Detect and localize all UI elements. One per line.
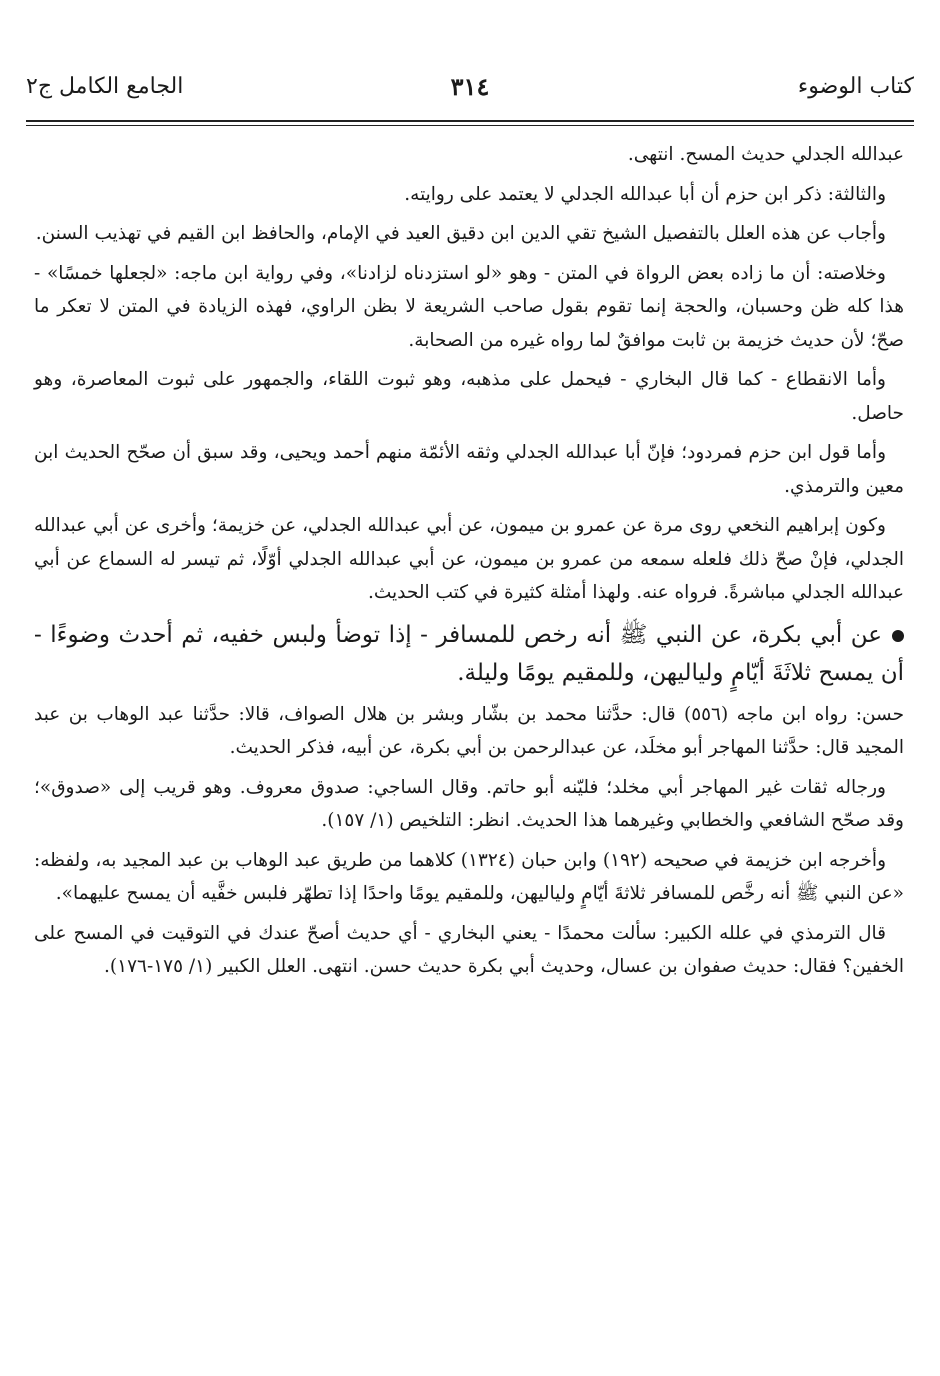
paragraph: وكون إبراهيم النخعي روى مرة عن عمرو بن ميمون، عن أبي عبدالله الجدلي، عن خزيمة؛ وأخرى عن أبي عبدالله الجدلي، فإنْ صحّ ذلك فلعله سمعه من عمرو بن ميمون، عن أبي عبدالله الجدلي أوّلًا، ثم تيسر له السماع عن أبي عبدالله الجدلي مباشرةً. فرواه عنه. ولهذا أمثلة كثيرة في كتب الحديث. — [34, 515, 904, 603]
paragraph: وأما الانقطاع - كما قال البخاري - فيحمل على مذهبه، وهو ثبوت اللقاء، والجمهور على ثبوت المعاصرة، وهو حاصل. — [34, 369, 904, 424]
paragraph: قال الترمذي في علله الكبير: سألت محمدًا - يعني البخاري - أي حديث أصحّ عندك في التوقيت في المسح على الخفين؟ فقال: حديث صفوان بن عسال، وحديث أبي بكرة حديث حسن. انتهى. العلل الكبير (١/ ١٧٥-١٧٦). — [34, 922, 904, 977]
chapter-title: كتاب الوضوء — [797, 74, 914, 99]
hadith-body: عن أبي بكرة، عن النبي ﷺ أنه رخص للمسافر - إذا توضأ ولبس خفيه، ثم أحدث وضوءًا - أن يمسح ثلاثَةَ أيّامٍ ولياليهن، وللمقيم يومًا وليلة. — [34, 621, 904, 686]
paragraph: وخلاصته: أن ما زاده بعض الرواة في المتن - وهو «لو استزدناه لزادنا»، وفي رواية ابن ماجه: «لجعلها خمسًا» - هذا كله ظن وحسبان، والحجة إنما تقوم بقول صاحب الشريعة لا بظن الراوي، فهذه الزيادة في المتن لا تعكر ما صحّ؛ لأن حديث خزيمة بن ثابت موافقٌ لما رواه غيره من الصحابة. — [34, 262, 904, 351]
paragraph: وأما قول ابن حزم فمردود؛ فإنّ أبا عبدالله الجدلي وثقه الأئمّة منهم أحمد ويحيى، وقد سبق أن صحّح الحديث ابن معين والترمذي. — [34, 442, 904, 497]
header-rule-thin — [26, 125, 914, 126]
paragraph: ورجاله ثقات غير المهاجر أبي مخلد؛ فليّنه أبو حاتم. وقال الساجي: صدوق معروف. وهو قريب إلى «صدوق»؛ وقد صحّح الشافعي والخطابي وغيرهما هذا الحديث. انظر: التلخيص (١/ ١٥٧). — [34, 776, 904, 831]
bullet-icon — [892, 630, 904, 642]
book-title: الجامع الكامل ج٢ — [26, 74, 184, 99]
paragraph: حسن: رواه ابن ماجه (٥٥٦) قال: حدَّثنا محمد بن بشّار وبشر بن هلال الصواف، قالا: حدَّثنا عبد الوهاب بن عبد المجيد قال: حدَّثنا المهاجر أبو مخلَد، عن عبدالرحمن بن أبي بكرة، عن أبيه، فذكر الحديث. — [34, 703, 905, 758]
paragraph: وأخرجه ابن خزيمة في صحيحه (١٩٢) وابن حبان (١٣٢٤) كلاهما من طريق عبد الوهاب بن عبد المجيد به، ولفظه: «عن النبي ﷺ أنه رخَّص للمسافر ثلاثةَ أيّامٍ ولياليهن، وللمقيم يومًا واحدًا إذا تطهّر فلبس خفَّيه أن يمسح عليهما». — [34, 849, 904, 904]
header-rule-thick — [26, 120, 914, 122]
page-number: ٣١٤ — [450, 72, 490, 101]
main-text — [34, 138, 904, 990]
paragraph: والثالثة: ذكر ابن حزم أن أبا عبدالله الجدلي لا يعتمد على روايته. — [404, 183, 886, 205]
paragraph: عبدالله الجدلي حديث المسح. انتهى. — [627, 144, 904, 165]
hadith-text — [34, 616, 904, 692]
paragraph: وأجاب عن هذه العلل بالتفصيل الشيخ تقي الدين ابن دقيق العيد في الإمام، والحافظ ابن القيم في تهذيب السنن. — [35, 223, 886, 244]
page-header — [26, 70, 914, 116]
